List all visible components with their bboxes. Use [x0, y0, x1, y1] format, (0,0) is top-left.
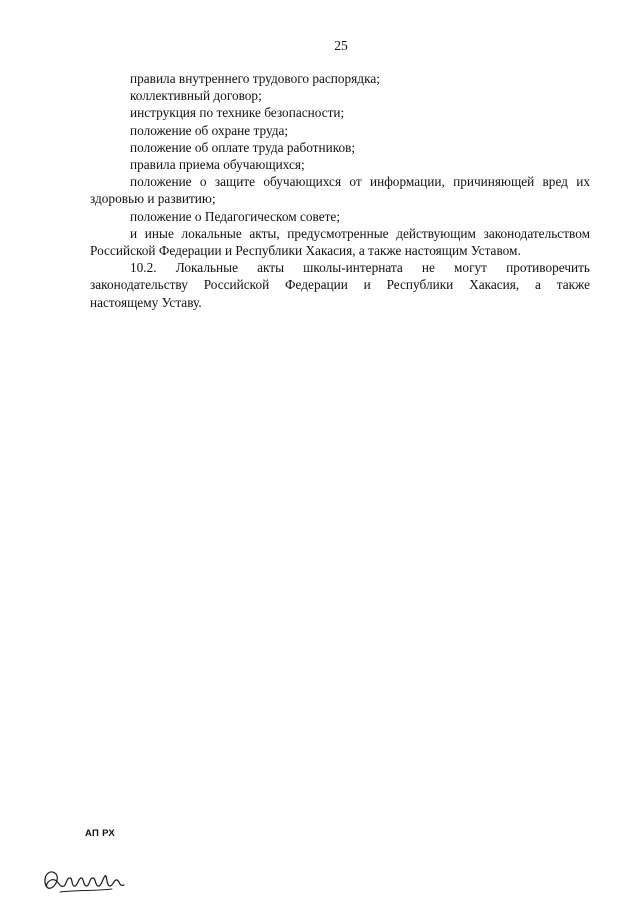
list-item: положение об оплате труда работников;: [130, 139, 356, 155]
paragraph-10-2: [90, 259, 590, 311]
list-item: положение о Педагогическом совете;: [130, 208, 341, 224]
paragraph-protection: [90, 173, 590, 207]
archive-stamp: АП РХ: [85, 828, 116, 839]
paragraph-line: положение о защите обучающихся от информации, причиняющей вред их: [130, 174, 590, 190]
paragraph-line: законодательству Российской Федерации и Республики Хакасия, а также: [90, 277, 590, 293]
paragraph-line: Российской Федерации и Республики Хакасия, а также настоящим Уставом.: [90, 243, 521, 259]
paragraph-line: здоровью и развитию;: [90, 191, 216, 207]
paragraph-line: 10.2. Локальные акты школы-интерната не могут противоречить: [130, 260, 590, 276]
list-item: инструкция по технике безопасности;: [130, 105, 345, 121]
document-body: [90, 70, 590, 311]
list-item: положение об охране труда;: [130, 122, 289, 138]
paragraph-line: и иные локальные акты, предусмотренные действующим законодательством: [130, 225, 590, 241]
list-item: правила внутреннего трудового распорядка;: [130, 71, 380, 86]
page-number: 25: [334, 38, 348, 53]
handwritten-signature: [40, 862, 130, 898]
paragraph-other-acts: [90, 225, 590, 259]
list-item: коллективный договор;: [130, 88, 262, 104]
list-item: правила приема обучающихся;: [130, 157, 305, 173]
paragraph-line: настоящему Уставу.: [90, 294, 202, 310]
